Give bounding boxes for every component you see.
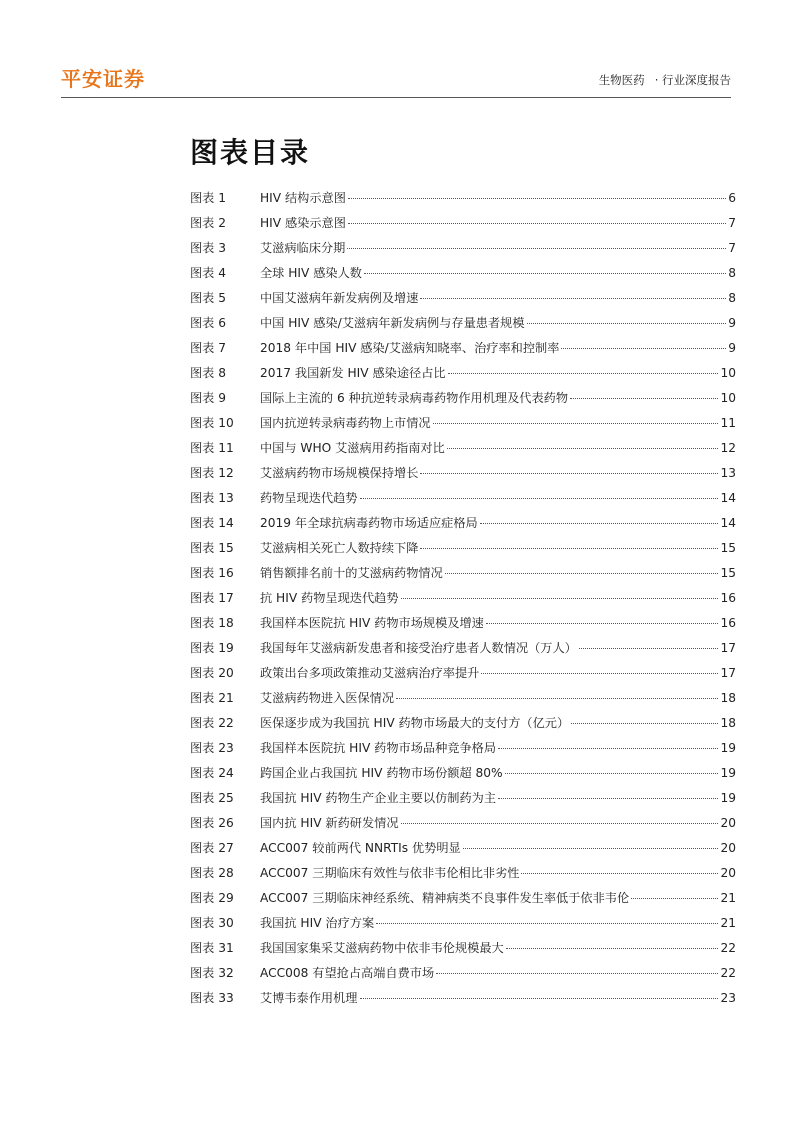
toc-entry[interactable] [190,989,736,1014]
toc-entry[interactable] [190,964,736,989]
toc-entry-label: 图表 12 [190,466,234,480]
toc-entry-label: 图表 11 [190,441,234,455]
toc-entry-label: 图表 17 [190,591,234,605]
toc-entry[interactable] [190,889,736,914]
toc-entry-title: ACC007 三期临床神经系统、精神病类不良事件发生率低于依非韦伦 [260,891,630,905]
toc-entry-label: 图表 14 [190,516,234,530]
toc-entry-page: 8 [728,291,736,305]
toc-entry-label: 图表 28 [190,866,234,880]
toc-entry-page: 15 [720,541,736,555]
toc-entry-page: 17 [720,641,736,655]
toc-entry-page: 11 [720,416,736,430]
toc-entry-page: 16 [720,591,736,605]
toc-entry-title: HIV 结构示意图 [260,191,346,205]
toc-entry-page: 20 [720,816,736,830]
toc-entry-label: 图表 25 [190,791,234,805]
toc-entry[interactable] [190,564,736,589]
toc-dot-leader [347,248,726,249]
toc-entry[interactable] [190,289,736,314]
toc-dot-leader [481,673,718,674]
toc-entry-page: 16 [720,616,736,630]
toc-entry[interactable] [190,314,736,339]
toc-entry-title: ACC008 有望抢占高端自费市场 [260,966,435,980]
toc-entry-title: 国际上主流的 6 种抗逆转录病毒药物作用机理及代表药物 [260,391,569,405]
toc-entry[interactable] [190,714,736,739]
toc-entry-title: 2017 我国新发 HIV 感染途径占比 [260,366,446,380]
toc-entry[interactable] [190,739,736,764]
header-divider [61,97,731,98]
toc-entry-page: 9 [728,316,736,330]
toc-entry-label: 图表 32 [190,966,234,980]
page-title: 图表目录 [190,136,311,169]
toc-dot-leader [579,648,719,649]
toc-entry-page: 18 [720,691,736,705]
toc-dot-leader [498,748,718,749]
toc-dot-leader [360,498,719,499]
toc-entry-title: 我国抗 HIV 药物生产企业主要以仿制药为主 [260,791,497,805]
toc-dot-leader [420,548,718,549]
toc-entry-page: 20 [720,841,736,855]
toc-entry-title: 艾滋病临床分期 [260,241,346,255]
toc-entry-page: 19 [720,766,736,780]
toc-dot-leader [527,323,727,324]
toc-entry-page: 17 [720,666,736,680]
toc-entry-page: 15 [720,566,736,580]
toc-dot-leader [420,473,718,474]
toc-entry-page: 23 [720,991,736,1005]
toc-entry-label: 图表 24 [190,766,234,780]
toc-entry-page: 21 [720,891,736,905]
toc-entry-title: 销售额排名前十的艾滋病药物情况 [260,566,443,580]
toc-entry-label: 图表 7 [190,341,227,355]
toc-entry-page: 7 [728,216,736,230]
toc-entry-page: 19 [720,791,736,805]
toc-entry[interactable] [190,539,736,564]
toc-entry-title: 我国样本医院抗 HIV 药物市场品种竞争格局 [260,741,497,755]
toc-entry[interactable] [190,864,736,889]
header-meta [599,72,731,88]
toc-dot-leader [401,823,719,824]
toc-entry-title: 跨国企业占我国抗 HIV 药物市场份额超 80% [260,766,503,780]
toc-dot-leader [505,773,719,774]
toc-entry-title: 艾滋病药物市场规模保持增长 [260,466,419,480]
toc-entry[interactable] [190,389,736,414]
toc-entry-title: 国内抗逆转录病毒药物上市情况 [260,416,431,430]
toc-entry-label: 图表 23 [190,741,234,755]
toc-dot-leader [396,698,718,699]
toc-dot-leader [570,398,718,399]
toc-entry-page: 10 [720,366,736,380]
toc-dot-leader [571,723,718,724]
toc-dot-leader [348,198,726,199]
toc-entry-title: 艾博韦泰作用机理 [260,991,358,1005]
toc-entry[interactable] [190,189,736,214]
toc-entry-page: 22 [720,966,736,980]
toc-entry-page: 21 [720,916,736,930]
toc-dot-leader [360,998,719,999]
toc-entry-label: 图表 5 [190,291,227,305]
toc-entry-title: 全球 HIV 感染人数 [260,266,362,280]
toc-entry-title: 中国与 WHO 艾滋病用药指南对比 [260,441,445,455]
toc-entry-title: 药物呈现迭代趋势 [260,491,358,505]
toc-dot-leader [436,973,718,974]
toc-entry-label: 图表 31 [190,941,234,955]
toc-entry[interactable] [190,764,736,789]
toc-entry-title: 抗 HIV 药物呈现迭代趋势 [260,591,399,605]
toc-entry-label: 图表 21 [190,691,234,705]
toc-dot-leader [506,948,719,949]
toc-dot-leader [420,298,726,299]
toc-dot-leader [486,623,719,624]
toc-entry[interactable] [190,239,736,264]
toc-entry-label: 图表 15 [190,541,234,555]
toc-dot-leader [364,273,726,274]
toc-entry[interactable] [190,614,736,639]
toc-entry-title: 政策出台多项政策推动艾滋病治疗率提升 [260,666,480,680]
toc-dot-leader [348,223,726,224]
toc-entry-page: 8 [728,266,736,280]
toc-entry[interactable] [190,514,736,539]
toc-entry[interactable] [190,664,736,689]
toc-entry-page: 6 [728,191,736,205]
toc-entry[interactable] [190,264,736,289]
toc-entry-label: 图表 26 [190,816,234,830]
toc-dot-leader [631,898,718,899]
toc-dot-leader [433,423,719,424]
toc-entry-label: 图表 8 [190,366,227,380]
toc-dot-leader [561,348,726,349]
toc-entry-page: 18 [720,716,736,730]
toc-dot-leader [521,873,718,874]
toc-entry-page: 22 [720,941,736,955]
toc-dot-leader [401,598,719,599]
toc-entry-page: 10 [720,391,736,405]
toc-entry-page: 12 [720,441,736,455]
toc-entry-label: 图表 18 [190,616,234,630]
toc-entry-title: 艾滋病药物进入医保情况 [260,691,395,705]
toc-entry-label: 图表 16 [190,566,234,580]
toc-entry-label: 图表 27 [190,841,234,855]
toc-entry-page: 14 [720,491,736,505]
toc-entry[interactable] [190,689,736,714]
toc-dot-leader [463,848,719,849]
toc-dot-leader [480,523,719,524]
toc-entry-label: 图表 20 [190,666,234,680]
toc-entry-label: 图表 2 [190,216,227,230]
toc-dot-leader [445,573,719,574]
toc-entry-label: 图表 30 [190,916,234,930]
toc-entry[interactable] [190,214,736,239]
toc-entry-label: 图表 19 [190,641,234,655]
toc-entry[interactable] [190,439,736,464]
toc-entry[interactable] [190,464,736,489]
toc-entry[interactable] [190,814,736,839]
toc-entry-title: ACC007 较前两代 NNRTIs 优势明显 [260,841,461,855]
brand-logo: 平安证券 [61,67,145,91]
toc-entry[interactable] [190,489,736,514]
toc-entry-title: 我国国家集采艾滋病药物中依非韦伦规模最大 [260,941,504,955]
toc-entry-label: 图表 13 [190,491,234,505]
toc-entry-page: 19 [720,741,736,755]
toc-entry-title: 2018 年中国 HIV 感染/艾滋病知晓率、治疗率和控制率 [260,341,560,355]
toc-entry-label: 图表 4 [190,266,227,280]
toc-entry-label: 图表 33 [190,991,234,1005]
toc-entry-title: 2019 年全球抗病毒药物市场适应症格局 [260,516,478,530]
toc-entry-label: 图表 3 [190,241,227,255]
toc-dot-leader [447,448,719,449]
toc-entry-page: 20 [720,866,736,880]
toc-entry-page: 14 [720,516,736,530]
toc-dot-leader [376,923,718,924]
toc-entry[interactable] [190,639,736,664]
toc-entry-title: 国内抗 HIV 新药研发情况 [260,816,399,830]
toc-entry-page: 13 [720,466,736,480]
toc-entry-title: 医保逐步成为我国抗 HIV 药物市场最大的支付方（亿元） [260,716,570,730]
toc-entry-title: 我国样本医院抗 HIV 药物市场规模及增速 [260,616,484,630]
toc-entry[interactable] [190,939,736,964]
toc-entry[interactable] [190,914,736,939]
toc-entry[interactable] [190,589,736,614]
toc-entry-label: 图表 6 [190,316,227,330]
toc-entry-title: 我国每年艾滋病新发患者和接受治疗患者人数情况（万人） [260,641,577,655]
toc-entry-page: 7 [728,241,736,255]
header-category: 生物医药 [598,73,645,87]
toc-entry[interactable] [190,839,736,864]
toc-dot-leader [448,373,719,374]
toc-entry[interactable] [190,364,736,389]
toc-entry-label: 图表 29 [190,891,234,905]
toc-entry-title: 艾滋病相关死亡人数持续下降 [260,541,419,555]
header-report-type: · 行业深度报告 [654,73,731,87]
toc-entry-label: 图表 10 [190,416,234,430]
toc-entry-title: HIV 感染示意图 [260,216,346,230]
table-of-figures [190,189,736,1014]
toc-dot-leader [498,798,718,799]
toc-entry-page: 9 [728,341,736,355]
toc-entry-label: 图表 9 [190,391,227,405]
toc-entry-title: 中国艾滋病年新发病例及增速 [260,291,419,305]
toc-entry-label: 图表 22 [190,716,234,730]
toc-entry-title: 我国抗 HIV 治疗方案 [260,916,375,930]
toc-entry[interactable] [190,789,736,814]
toc-entry[interactable] [190,414,736,439]
toc-entry-title: 中国 HIV 感染/艾滋病年新发病例与存量患者规模 [260,316,525,330]
toc-entry-label: 图表 1 [190,191,227,205]
toc-entry-title: ACC007 三期临床有效性与依非韦伦相比非劣性 [260,866,520,880]
toc-entry[interactable] [190,339,736,364]
